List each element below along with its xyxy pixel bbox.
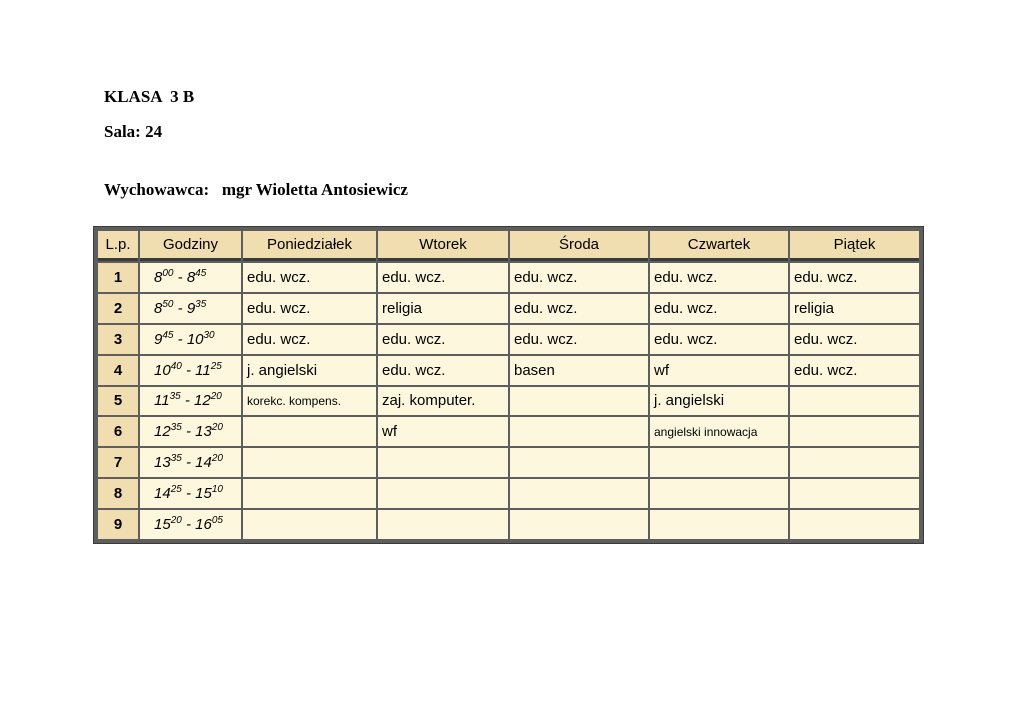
monday-cell — [243, 510, 376, 539]
tuesday-cell: edu. wcz. — [378, 263, 508, 292]
thursday-cell: edu. wcz. — [650, 294, 788, 323]
row-number: 9 — [98, 510, 138, 539]
tuesday-cell — [378, 448, 508, 477]
row-number: 4 — [98, 356, 138, 385]
column-header-lp: L.p. — [98, 231, 138, 261]
lesson-hours: $10^{40} - 11^{25}$ — [140, 356, 241, 385]
lesson-hours: $9^{45} - 10^{30}$ — [140, 325, 241, 354]
table-row — [98, 356, 919, 385]
lesson-hours: $11^{35} - 12^{20}$ — [140, 387, 241, 416]
column-header-monday: Poniedziałek — [243, 231, 376, 261]
tuesday-cell: wf — [378, 417, 508, 446]
wednesday-cell — [510, 387, 648, 416]
column-header-wednesday: Środa — [510, 231, 648, 261]
thursday-cell: j. angielski — [650, 387, 788, 416]
monday-cell — [243, 448, 376, 477]
thursday-cell — [650, 448, 788, 477]
lesson-hours: $12^{35} - 13^{20}$ — [140, 417, 241, 446]
friday-cell: edu. wcz. — [790, 263, 919, 292]
lesson-hours: $13^{35} - 14^{20}$ — [140, 448, 241, 477]
table-row — [98, 479, 919, 508]
table-row — [98, 325, 919, 354]
friday-cell — [790, 387, 919, 416]
row-number: 1 — [98, 263, 138, 292]
table-row — [98, 510, 919, 539]
monday-cell: edu. wcz. — [243, 294, 376, 323]
lesson-hours: $14^{25} - 15^{10}$ — [140, 479, 241, 508]
tuesday-cell: edu. wcz. — [378, 325, 508, 354]
monday-cell: korekc. kompens. — [243, 387, 376, 416]
monday-cell — [243, 479, 376, 508]
monday-cell: j. angielski — [243, 356, 376, 385]
friday-cell: edu. wcz. — [790, 325, 919, 354]
teacher-label: Wychowawca: mgr Wioletta Antosiewicz — [104, 180, 408, 199]
room-label: Sala: 24 — [104, 122, 163, 141]
thursday-cell: edu. wcz. — [650, 263, 788, 292]
tuesday-cell: zaj. komputer. — [378, 387, 508, 416]
thursday-cell — [650, 479, 788, 508]
column-header-hours: Godziny — [140, 231, 241, 261]
column-header-friday: Piątek — [790, 231, 919, 261]
wednesday-cell — [510, 479, 648, 508]
row-number: 2 — [98, 294, 138, 323]
class-title: KLASA 3 B — [104, 87, 195, 106]
monday-cell: edu. wcz. — [243, 263, 376, 292]
thursday-cell: edu. wcz. — [650, 325, 788, 354]
schedule-frame — [93, 226, 924, 544]
friday-cell: religia — [790, 294, 919, 323]
friday-cell — [790, 448, 919, 477]
table-row — [98, 387, 919, 416]
monday-cell: edu. wcz. — [243, 325, 376, 354]
table-row — [98, 263, 919, 292]
header-row — [98, 231, 919, 261]
schedule-table — [96, 229, 921, 541]
lesson-hours: $15^{20} - 16^{05}$ — [140, 510, 241, 539]
friday-cell — [790, 479, 919, 508]
wednesday-cell: edu. wcz. — [510, 263, 648, 292]
column-header-tuesday: Wtorek — [378, 231, 508, 261]
wednesday-cell — [510, 448, 648, 477]
table-row — [98, 448, 919, 477]
friday-cell — [790, 417, 919, 446]
wednesday-cell: basen — [510, 356, 648, 385]
friday-cell — [790, 510, 919, 539]
thursday-cell — [650, 510, 788, 539]
tuesday-cell: religia — [378, 294, 508, 323]
thursday-cell: angielski innowacja — [650, 417, 788, 446]
tuesday-cell: edu. wcz. — [378, 356, 508, 385]
wednesday-cell: edu. wcz. — [510, 325, 648, 354]
thursday-cell: wf — [650, 356, 788, 385]
friday-cell: edu. wcz. — [790, 356, 919, 385]
wednesday-cell — [510, 510, 648, 539]
column-header-thursday: Czwartek — [650, 231, 788, 261]
monday-cell — [243, 417, 376, 446]
tuesday-cell — [378, 510, 508, 539]
lesson-hours: $8^{50} - 9^{35}$ — [140, 294, 241, 323]
table-row — [98, 417, 919, 446]
wednesday-cell: edu. wcz. — [510, 294, 648, 323]
row-number: 5 — [98, 387, 138, 416]
lesson-hours: $8^{00} - 8^{45}$ — [140, 263, 241, 292]
wednesday-cell — [510, 417, 648, 446]
row-number: 3 — [98, 325, 138, 354]
row-number: 8 — [98, 479, 138, 508]
table-row — [98, 294, 919, 323]
row-number: 6 — [98, 417, 138, 446]
tuesday-cell — [378, 479, 508, 508]
row-number: 7 — [98, 448, 138, 477]
